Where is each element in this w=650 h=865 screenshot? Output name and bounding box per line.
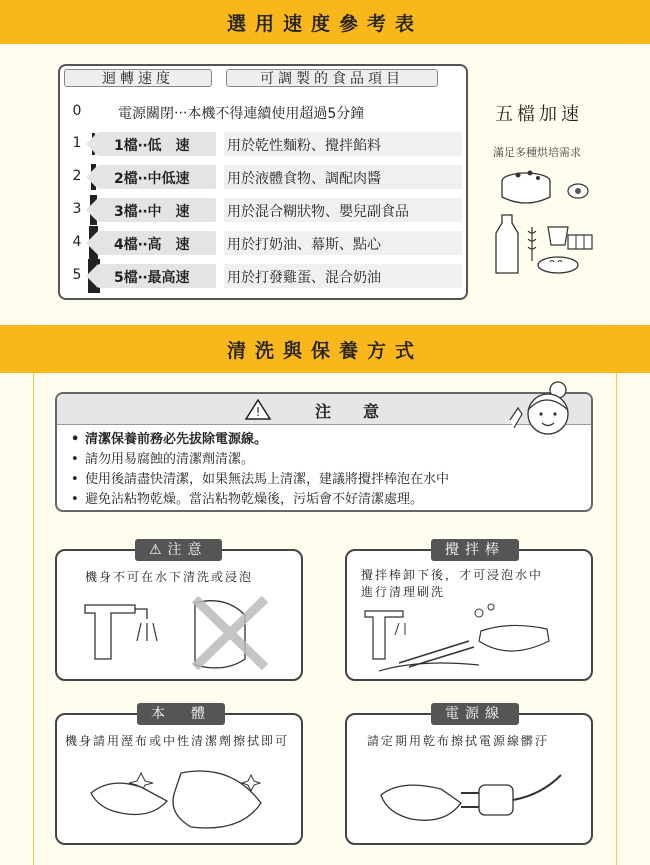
baking-illustration-icon [488, 165, 618, 285]
chef-girl-icon [500, 380, 590, 460]
card-text-line: 攪拌棒卸下後，才可浸泡水中 [361, 568, 544, 582]
faucet-no-wash-icon [75, 589, 285, 679]
wipe-cord-icon [361, 755, 581, 845]
header-speed: 迴轉速度 [64, 69, 212, 87]
speed-desc: 用於乾性麵粉、攪拌餡料 [227, 138, 381, 154]
speed-label: 3檔‧‧中 速 [114, 204, 190, 220]
cord-card [345, 706, 593, 845]
speed-desc: 用於打奶油、幕斯、點心 [227, 237, 381, 253]
speed-desc: 用於打發雞蛋、混合奶油 [227, 270, 381, 286]
svg-text:!: ! [255, 405, 261, 419]
speed-desc: 用於混合糊狀物、嬰兒副食品 [227, 204, 409, 220]
card-text: 機身請用溼布或中性清潔劑擦拭即可 [65, 734, 290, 748]
table-row [60, 162, 466, 192]
table-row [60, 228, 466, 258]
card-text [361, 567, 543, 601]
section-title: 選用速度參考表 [226, 12, 423, 35]
card-label: 攪拌棒 [431, 539, 519, 561]
list-item: • 使用後請盡快清潔，如果無法馬上清潔，建議將攪拌棒泡在水中 [71, 470, 449, 490]
card-text: 請定期用乾布擦拭電源線髒汙 [367, 734, 550, 748]
section-banner-speed [0, 0, 650, 44]
card-label: 本 體 [137, 703, 225, 725]
wipe-body-icon [71, 753, 291, 843]
list-item: • 清潔保養前務必先拔除電源線。 [71, 430, 449, 450]
row-number: 1 [72, 135, 82, 151]
speed-label: 5檔‧‧最高速 [114, 270, 190, 286]
five-speed-title: 五檔加速 [495, 104, 583, 125]
speed-table [58, 64, 468, 300]
table-row [60, 261, 466, 291]
row-text: 電源關閉‧‧‧本機不得連續使用超過5分鐘 [118, 106, 365, 122]
speed-desc: 用於液體食物、調配肉醬 [227, 171, 381, 187]
list-item: • 請勿用易腐蝕的清潔劑清潔。 [71, 450, 449, 470]
beater-card [345, 542, 593, 681]
speed-label: 1檔‧‧低 速 [114, 138, 190, 154]
card-label: 電源線 [431, 703, 519, 725]
table-row [60, 129, 466, 159]
body-card [55, 706, 303, 845]
table-row [60, 97, 466, 127]
table-row [60, 195, 466, 225]
row-number: 2 [72, 168, 82, 184]
row-number: 3 [72, 201, 82, 217]
notice-title: 注 意 [315, 402, 380, 421]
section-title: 清洗與保養方式 [226, 339, 423, 362]
beater-soak-icon [359, 601, 579, 681]
section-banner-care [0, 325, 650, 373]
row-number: 5 [72, 267, 82, 283]
speed-label: 2檔‧‧中低速 [114, 171, 190, 187]
row-number: 0 [72, 103, 82, 119]
five-speed-subtitle: 滿足多種烘培需求 [493, 146, 581, 159]
card-text: 機身不可在水下清洗或浸泡 [85, 570, 254, 584]
header-items: 可調製的食品項目 [226, 69, 438, 87]
row-number: 4 [72, 234, 82, 250]
card-text-line: 進行清理刷洗 [361, 585, 446, 599]
card-label: ⚠注意 [135, 539, 222, 561]
speed-label: 4檔‧‧高 速 [114, 237, 190, 253]
table-header [60, 66, 466, 90]
caution-card [55, 542, 303, 681]
warning-icon [245, 398, 271, 420]
notice-list [71, 430, 449, 510]
list-item-continued: • 避免沾粘物乾燥。當沾粘物乾燥後，污垢會不好清潔處理。 [71, 490, 449, 510]
